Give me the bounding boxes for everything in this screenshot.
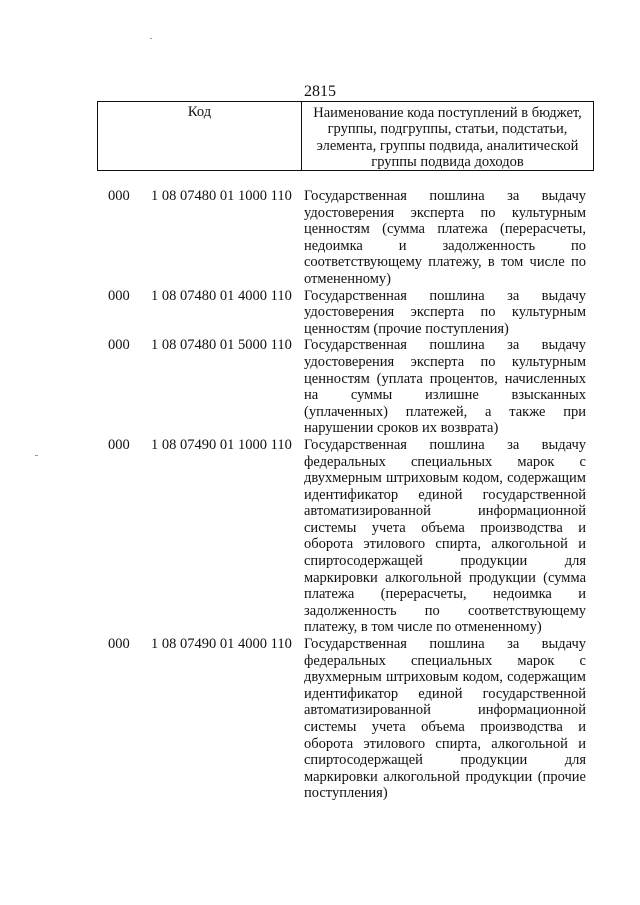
admin-code: 000 [108, 337, 130, 354]
revenue-name: Государственная пошлина за выдачу федеральных специальных марок с двухмерным штриховым кодом, содержащим идентификатор единой государственной автоматизированной информационной системы учета объема производства и оборота этилового спирта, алкогольной и спиртосодержащей продукции для маркировки алкогольной продукции (прочие поступления) [304, 636, 586, 802]
revenue-name: Государственная пошлина за выдачу федеральных специальных марок с двухмерным штриховым кодом, содержащим идентификатор единой государственной автоматизированной информационной системы учета объема производства и оборота этилового спирта, алкогольной и спиртосодержащей продукции для маркировки алкогольной продукции (сумма платежа (перерасчеты, недоимка и задолженность по соответствующему платежу, в том числе по отмененному) [304, 436, 586, 636]
revenue-code: 1 08 07490 01 4000 110 [151, 636, 292, 653]
table-row [0, 288, 640, 338]
scan-speck [150, 38, 152, 39]
table-row [0, 437, 640, 636]
admin-code: 000 [108, 636, 130, 653]
admin-code: 000 [108, 287, 130, 304]
table-header [97, 101, 594, 171]
admin-code: 000 [108, 188, 130, 204]
table-body [0, 188, 640, 802]
header-name-cell: Наименование кода поступлений в бюджет, группы, подгруппы, статьи, подстатьи, элемента, группы подвида, аналитической группы подвида доходов [313, 105, 582, 171]
page-number: 2815 [304, 83, 336, 100]
revenue-code: 1 08 07480 01 5000 110 [151, 337, 292, 354]
header-code-cell: Код [98, 102, 302, 170]
revenue-name: Государственная пошлина за выдачу удостоверения эксперта по культурным ценностям (сумма платежа (перерасчеты, недоимка и задолженность по соответствующему платежу, в том числе по отмененному) [304, 188, 586, 287]
revenue-name: Государственная пошлина за выдачу удостоверения эксперта по культурным ценностям (уплата процентов, начисленных на суммы излишне взысканных (уплаченных) платежей, а также при нарушении сроков их возврата) [304, 337, 586, 437]
revenue-code: 1 08 07480 01 4000 110 [151, 287, 292, 304]
admin-code: 000 [108, 436, 130, 453]
table-row [0, 337, 640, 437]
revenue-code: 1 08 07490 01 1000 110 [151, 436, 292, 453]
table-row [0, 188, 640, 288]
revenue-name: Государственная пошлина за выдачу удостоверения эксперта по культурным ценностям (прочие поступления) [304, 287, 586, 337]
revenue-code: 1 08 07480 01 1000 110 [151, 188, 292, 204]
table-row [0, 636, 640, 802]
